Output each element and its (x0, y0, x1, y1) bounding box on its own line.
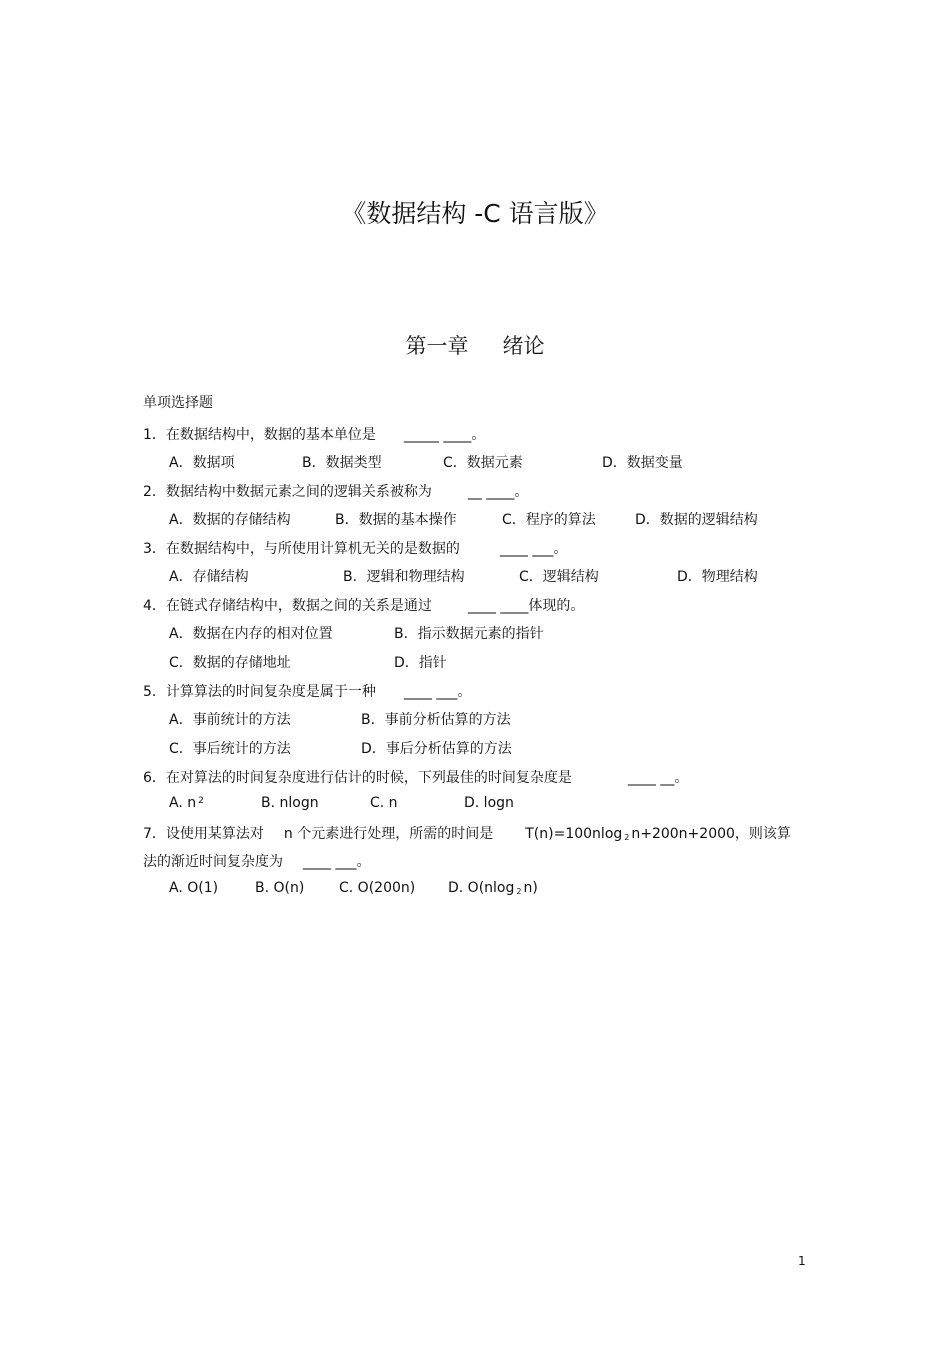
question-tail: 。 (514, 484, 529, 500)
option-c: C. n (370, 795, 398, 811)
answer-blank: ____ ___ (499, 541, 554, 557)
option-c: C．事后统计的方法 (169, 741, 291, 757)
log-base: 2 (516, 887, 522, 896)
option-c: C．程序的算法 (502, 512, 596, 528)
option-d: D．物理结构 (677, 569, 758, 585)
option-a (169, 795, 204, 811)
question-tail: 。 (674, 770, 689, 786)
question-5 (143, 681, 471, 701)
question-stem: 5．计算算法的时间复杂度是属于一种 (143, 684, 376, 700)
question-tail: 。 (356, 854, 371, 870)
document-title: 《数据结构 -C 语言版》 (341, 199, 609, 228)
option-b: B．数据的基本操作 (335, 512, 457, 528)
option-c: C．逻辑结构 (519, 569, 599, 585)
option-a-text: A. n (169, 795, 197, 811)
question-tail: 。 (471, 427, 486, 443)
question-2 (143, 481, 528, 501)
chapter-number: 第一章 (405, 334, 469, 358)
answer-blank: __ ____ (467, 484, 515, 500)
answer-blank: _____ ____ (403, 427, 472, 443)
answer-blank: ____ ___ (403, 684, 458, 700)
option-d-text: D. O(nlog (448, 880, 515, 896)
option-b: B．指示数据元素的指针 (394, 626, 544, 642)
question-tail: 。 (553, 541, 568, 557)
question-stem-part: n 个元素进行处理，所需的时间是 (283, 826, 494, 842)
option-a: A．数据项 (169, 455, 235, 471)
option-c: C．数据的存储地址 (169, 655, 291, 671)
option-c: C．数据元素 (443, 455, 523, 471)
option-d: D．指针 (394, 655, 447, 671)
question-4 (143, 595, 584, 615)
option-a: A．数据的存储结构 (169, 512, 291, 528)
option-a: A．事前统计的方法 (169, 712, 291, 728)
answer-blank: ____ ____ (467, 598, 529, 614)
question-1 (143, 424, 485, 444)
question-tail: 。 (457, 684, 472, 700)
option-a: A．数据在内存的相对位置 (169, 626, 333, 642)
exponent: 2 (198, 796, 204, 806)
option-b: B. O(n) (255, 880, 305, 896)
question-stem: 1．在数据结构中，数据的基本单位是 (143, 427, 376, 443)
option-c: C. O(200n) (339, 880, 416, 896)
question-stem-part: 法的渐近时间复杂度为 (143, 854, 283, 870)
option-d (448, 880, 538, 896)
question-tail: 体现的。 (528, 598, 585, 614)
option-d: D．数据的逻辑结构 (635, 512, 758, 528)
question-3 (143, 538, 567, 558)
option-a: A. O(1) (169, 880, 219, 896)
option-d: D．事后分析估算的方法 (361, 741, 512, 757)
option-a: A．存储结构 (169, 569, 249, 585)
option-b: B．事前分析估算的方法 (361, 712, 511, 728)
answer-blank: ____ ___ (303, 854, 357, 870)
question-stem: 6．在对算法的时间复杂度进行估计的时候，下列最佳的时间复杂度是 (143, 770, 572, 786)
question-7-line-2 (143, 851, 370, 871)
page-number: 1 (798, 1254, 806, 1268)
question-stem: 3．在数据结构中，与所使用计算机无关的是数据的 (143, 541, 460, 557)
option-b: B．逻辑和物理结构 (343, 569, 465, 585)
question-7 (143, 823, 791, 843)
option-b: B. nlogn (261, 795, 319, 811)
chapter-heading (0, 330, 950, 360)
log-base: 2 (624, 833, 630, 842)
answer-blank: ____ __ (627, 770, 675, 786)
option-b: B．数据类型 (302, 455, 382, 471)
question-stem-part: n+200n+2000，则该算 (631, 826, 791, 842)
question-stem: 4．在链式存储结构中，数据之间的关系是通过 (143, 598, 432, 614)
question-stem-part: 7．设使用某算法对 (143, 826, 264, 842)
option-d-text-end: n) (523, 880, 538, 896)
question-6 (143, 767, 688, 787)
option-d: D. logn (464, 795, 514, 811)
option-d: D．数据变量 (602, 455, 683, 471)
formula: T(n)=100nlog (525, 826, 623, 842)
question-stem: 2．数据结构中数据元素之间的逻辑关系被称为 (143, 484, 432, 500)
chapter-name: 绪论 (502, 334, 545, 358)
section-heading: 单项选择题 (143, 395, 213, 411)
